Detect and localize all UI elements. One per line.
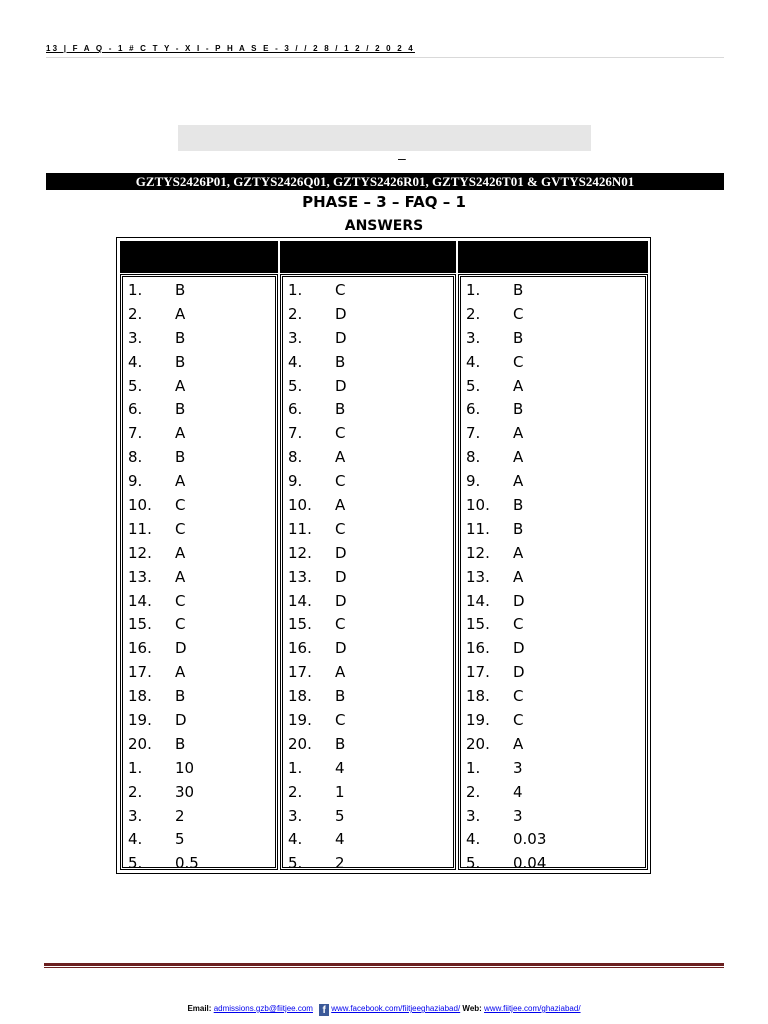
question-number: 3. [288, 328, 303, 347]
question-number: 15. [466, 615, 490, 634]
question-number: 1. [288, 758, 303, 777]
question-number: 20. [466, 734, 490, 753]
question-number: 2. [288, 304, 303, 323]
answer-value: C [513, 687, 524, 706]
question-number: 5. [288, 376, 303, 395]
answer-value: D [335, 543, 347, 562]
answer-value: A [513, 567, 524, 586]
answer-value: C [513, 352, 524, 371]
page-subtitle: ANSWERS [344, 218, 424, 234]
answer-value: 5 [175, 830, 185, 849]
question-number: 3. [288, 806, 303, 825]
answer-value: C [335, 711, 346, 730]
answer-column-1 [120, 274, 278, 873]
answer-value: D [335, 567, 347, 586]
answer-value: 10 [175, 758, 195, 777]
answer-value: 3 [513, 758, 523, 777]
answer-value: A [175, 304, 186, 323]
answer-value: B [175, 281, 186, 299]
facebook-icon: f [319, 1004, 329, 1016]
question-number: 6. [128, 400, 143, 419]
question-number: 14. [466, 591, 490, 610]
question-number: 11. [288, 519, 312, 538]
question-number: 10. [466, 496, 490, 515]
answer-value: 4 [335, 758, 345, 777]
question-number: 13. [128, 567, 152, 586]
question-number: 3. [466, 806, 481, 825]
answer-value: B [513, 328, 524, 347]
answer-value: B [175, 734, 186, 753]
question-number: 15. [288, 615, 312, 634]
answer-value: A [513, 734, 524, 753]
header-divider [46, 57, 724, 58]
question-number: 17. [128, 663, 152, 682]
question-number: 11. [466, 519, 490, 538]
question-number: 13. [466, 567, 490, 586]
answer-value: D [335, 304, 347, 323]
question-number: 2. [128, 304, 143, 323]
question-number: 3. [466, 328, 481, 347]
question-number: 11. [128, 519, 152, 538]
question-number: 5. [128, 854, 143, 873]
answer-value: B [335, 687, 346, 706]
question-number: 6. [466, 400, 481, 419]
column-header-2 [280, 241, 456, 273]
answer-value: B [513, 496, 524, 515]
question-number: 5. [288, 854, 303, 873]
answer-value: B [175, 400, 186, 419]
answer-value: B [175, 328, 186, 347]
answer-value: B [175, 352, 186, 371]
answer-value: C [335, 424, 346, 443]
question-number: 13. [288, 567, 312, 586]
answer-value: 2 [175, 806, 185, 825]
question-number: 1. [128, 281, 143, 299]
question-number: 16. [466, 639, 490, 658]
question-number: 10. [128, 496, 152, 515]
footer-contact [0, 1003, 768, 1016]
question-number: 3. [128, 806, 143, 825]
answer-value: A [335, 448, 346, 467]
answer-value: 0.04 [513, 854, 547, 873]
question-number: 20. [288, 734, 312, 753]
answer-value: A [175, 543, 186, 562]
title-placeholder-bar [178, 125, 591, 151]
column-header-3 [458, 241, 648, 273]
answer-value: A [335, 663, 346, 682]
question-number: 2. [128, 782, 143, 801]
question-number: 16. [288, 639, 312, 658]
question-number: 6. [288, 400, 303, 419]
answer-value: D [513, 639, 525, 658]
answer-value: C [175, 591, 186, 610]
answer-value: 30 [175, 782, 195, 801]
web-link[interactable]: www.fiitjee.com/ghaziabad/ [484, 1004, 581, 1013]
answer-table [116, 237, 651, 874]
answer-value: D [175, 711, 187, 730]
question-number: 18. [288, 687, 312, 706]
question-number: 8. [466, 448, 481, 467]
question-number: 4. [466, 830, 481, 849]
answer-value: B [175, 448, 186, 467]
answer-value: 0.03 [513, 830, 547, 849]
answer-value: B [335, 734, 346, 753]
column-header-1 [120, 241, 278, 273]
answer-column-2 [280, 274, 456, 873]
answer-value: C [175, 496, 186, 515]
answer-value: D [335, 639, 347, 658]
question-number: 18. [128, 687, 152, 706]
dash-mark: – [398, 150, 406, 166]
question-number: 16. [128, 639, 152, 658]
answer-value: 5 [335, 806, 345, 825]
question-number: 4. [288, 352, 303, 371]
web-label: Web: [462, 1004, 482, 1013]
question-number: 2. [466, 304, 481, 323]
answer-value: C [175, 615, 186, 634]
question-number: 19. [288, 711, 312, 730]
answer-value: C [335, 281, 346, 299]
question-number: 1. [288, 281, 303, 299]
question-number: 1. [466, 281, 481, 299]
question-number: 19. [128, 711, 152, 730]
email-link[interactable]: admissions.gzb@fiitjee.com [213, 1004, 313, 1013]
answer-value: A [175, 567, 186, 586]
answer-value: 1 [335, 782, 345, 801]
answer-value: B [335, 400, 346, 419]
question-number: 7. [288, 424, 303, 443]
question-number: 8. [288, 448, 303, 467]
question-number: 7. [128, 424, 143, 443]
test-codes-band: GZTYS2426P01, GZTYS2426Q01, GZTYS2426R01, GZTYS2426T01 & GVTYS2426N01 [46, 173, 724, 190]
answer-value: A [175, 472, 186, 491]
answer-value: 3 [513, 806, 523, 825]
question-number: 4. [288, 830, 303, 849]
answer-value: C [335, 472, 346, 491]
answer-value: C [513, 304, 524, 323]
answer-value: A [335, 496, 346, 515]
question-number: 5. [466, 854, 481, 873]
question-number: 2. [466, 782, 481, 801]
question-number: 12. [288, 543, 312, 562]
footer-rule-thin [44, 967, 724, 968]
question-number: 15. [128, 615, 152, 634]
question-number: 8. [128, 448, 143, 467]
answer-column-3 [458, 274, 648, 873]
answer-value: D [513, 591, 525, 610]
answer-value: A [513, 472, 524, 491]
running-head: 13 | F A Q - 1 # C T Y - X I - P H A S E - 3 / / 2 8 / 1 2 / 2 0 2 4 [46, 44, 415, 53]
answer-value: 0.5 [175, 854, 199, 873]
answer-value: C [335, 519, 346, 538]
answer-value: A [513, 543, 524, 562]
question-number: 5. [466, 376, 481, 395]
answer-value: 4 [513, 782, 523, 801]
answer-value: A [513, 376, 524, 395]
question-number: 2. [288, 782, 303, 801]
answer-value: C [513, 711, 524, 730]
question-number: 17. [288, 663, 312, 682]
answer-value: A [513, 448, 524, 467]
question-number: 4. [466, 352, 481, 371]
answer-value: D [335, 376, 347, 395]
answer-value: B [175, 687, 186, 706]
question-number: 4. [128, 352, 143, 371]
question-number: 12. [128, 543, 152, 562]
question-number: 20. [128, 734, 152, 753]
question-number: 17. [466, 663, 490, 682]
question-number: 5. [128, 376, 143, 395]
answer-value: A [175, 376, 186, 395]
question-number: 10. [288, 496, 312, 515]
answer-value: A [175, 663, 186, 682]
answer-value: C [175, 519, 186, 538]
page-title: PHASE – 3 – FAQ – 1 [302, 193, 466, 211]
question-number: 4. [128, 830, 143, 849]
question-number: 14. [288, 591, 312, 610]
footer-rule-thick [44, 963, 724, 966]
answer-value: D [175, 639, 187, 658]
question-number: 1. [466, 758, 481, 777]
question-number: 9. [288, 472, 303, 491]
answer-value: A [175, 424, 186, 443]
answer-value: 4 [335, 830, 345, 849]
answer-value: 2 [335, 854, 345, 873]
question-number: 14. [128, 591, 152, 610]
question-number: 9. [128, 472, 143, 491]
question-number: 3. [128, 328, 143, 347]
answer-value: B [513, 519, 524, 538]
answer-value: B [513, 281, 524, 299]
answer-value: B [335, 352, 346, 371]
answer-value: C [513, 615, 524, 634]
answer-value: C [335, 615, 346, 634]
answer-value: A [513, 424, 524, 443]
answer-value: B [513, 400, 524, 419]
question-number: 12. [466, 543, 490, 562]
answer-value: D [335, 591, 347, 610]
facebook-link[interactable]: www.facebook.com/fiitjeeghaziabad/ [331, 1004, 461, 1013]
answer-value: D [513, 663, 525, 682]
question-number: 1. [128, 758, 143, 777]
question-number: 9. [466, 472, 481, 491]
question-number: 18. [466, 687, 490, 706]
question-number: 7. [466, 424, 481, 443]
email-label: Email: [187, 1004, 212, 1013]
answer-value: D [335, 328, 347, 347]
question-number: 19. [466, 711, 490, 730]
